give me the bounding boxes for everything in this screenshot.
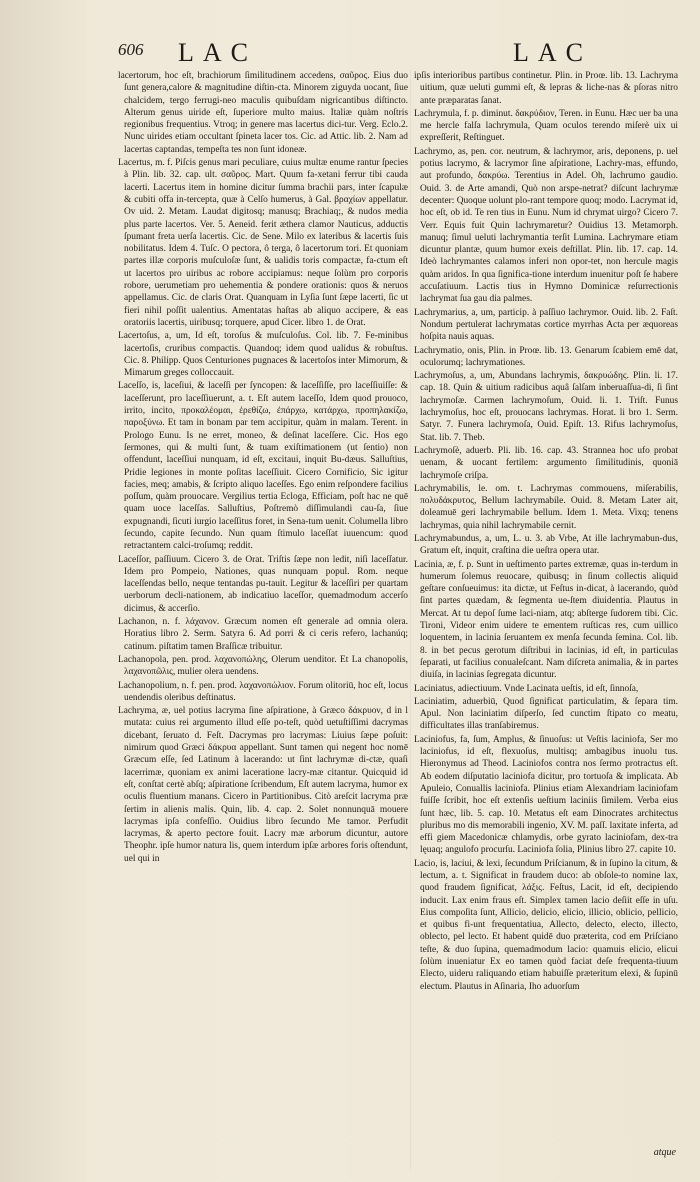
dictionary-entry: Lacertus, m. f. Piſcis genus mari peculiare, cuius multæ enume rantur ſpecies à Plin. lib. 32. cap. ult. σαῦρος. Mart. Quum fa-xetani ferrur tibi cauda lacerti. Lacertus item in homine dicitur ſumma brachii pars, inter ſcapulæ & cubiti offa in-tercepta, quæ à Celſo humerus, à Gal. βραχίων appellatur. Ov uid. 2. Metam. Laudat digitosq; manusq; Brachiaq;, & nudos media plus parte lacertos. Ver. 5. Aeneid. ferit æthera clamor Nauticus, adductis ſpumant freta uerſa lacertis. Cic. de Sene. Milo ex lateribus & lacertis ſuis nobilitatus. Idem 4. Tuſc. O pectora, ô terga, ô lacertorum tori. Et quoniam partes illæ corporis muſculoſæ ſunt, & ualidis toris compactæ, fa-ctum eſt ut lacertos pro uiribus ac robore accipiamus: neque ſolùm pro corporis robore, uerumetiam pro uehementia & pondere orationis: quos & neruos appellamus. Cic. de claris Orat. Quanquam in Lyſia ſunt ſæpe lacerti, ſic ut fieri nihil poſſit ualentius. Amentatas haſtas ab aliquo accipere, & eas oratoriis lacertis, uiribusq; torquere, apud Cicer. libro 1. de Orat. xyxy=(118,158,408,328)
dictionary-entry: Lacertoſus, a, um, Id eſt, toroſus & muſculoſus. Col. lib. 7. Fe-minibus lacertoſis, cruribus compactis. Quandoq; idem quod ualidus & robuſtus. Cic. 8. Philipp. Quos Centuriones pugnaces & lacertoſos inter Mimorum, & Mimarum greges colloccauit. xyxy=(118,331,408,379)
binding-shadow xyxy=(0,0,90,1182)
dictionary-entry: Lachrymabundus, a, um, L. u. 3. ab Vrbe, At ille lachrymabun-dus, Gratum eſt, inquit, craſtina die ueſtra opera utar. xyxy=(414,533,678,557)
left-column xyxy=(118,70,408,1170)
dictionary-entry: Lachrymo, as, pen. cor. neutrum, & lachrymor, aris, deponens, p. uel potius lacrymo, & lacrymor ſine aſpiratione, Lachry-mas, effundo, aut profundo, δακρύω. Terentius in Adel. Oh, lachrumo gaudio. Ouid. 3. de Arte amandi, Quò non arspe-netrat? diſcunt lachrymæ decenter: Quoque uolunt plo-rant tempore quoq; modo. Lacrymat id, hoc eſt, ob id. Te ren tius in Eunu. Num id chrymat uirgo? Cicero 7. Verr. Equis fuit Quin lachrymaretur? Ouidius 13. Metamorph. manuq; ſimul ueluti lachrymantia terſit Lumina. Lachrymare etiam dicuntur plantæ, quum humor exeis deſtillat. Plin. lib. 17. cap. 14. Ideò lachrymantes calamos inferi non opor-tet, non hercule magis quàm aridos. In qua ſignifica-tione interdum inuenitur poſt ſe habere accuſatiuum. Lactis tius in Hymno Dominicæ reſurrectionis lachrymat ſua gau dia palmes. xyxy=(414,146,678,305)
dictionary-entry: Laceſſor, paſſiuum. Cicero 3. de Orat. Triſtis ſæpe non ledit, niſi laceſſatur. Idem pro Pompeio, Nationes, quas nunquam popul. Rom. neque laceſſendas bello, neque tentandas pu-tauit. Legitur & laceſſiri per quartam uerborum decli-nationem, ab indicatiuo laceſſor, quemadmodum accerſo dicimus, & accerſio. xyxy=(118,554,408,614)
right-column xyxy=(414,70,678,1170)
dictionary-entry: Lachanopolium, n. f. pen. prod. λαχανοπώλιον. Forum olitoriū, hoc eſt, locus uendendis oleribus deſtinatus. xyxy=(118,680,408,703)
dictionary-entry: Lachryma, æ, uel potius lacryma ſine aſpiratione, à Græco δάκρυον, d in l mutata: cuius rei argumento illud eſſe po-teſt, quòd uetuſtiſſimi dacrymas dicebant, ſeruato d. Feſt. Dacrymas pro lacrymas: Liuius ſæpe poſuit: nimirum quod Græci δάκρυα appellant. Sunt tamen qui negent hoc nomē Græcum eſſe, ſed Latinum à lacerando: ut ſint lachrymæ di-ctæ, quaſi lacerrimæ, quoniam ex animi laceratione lacry-mæ citantur. Quicquid id eſt, conſtat certè abſq; aſpiratione ſcribendum, Eſt autem lacryma, humor ex oculis fluentium manans. Cicero in Partitionibus. Citò areſcit lacryma præ ſertim in alienis malis. Quin, lib. 4. cap. 2. Solet nonnunquā mouere lacrymas ipſa confeſſio. Ouidius libro ſecundo Me tamor. Perfudit lacrymas, & aperto pectore fouit. Lacry mæ arborum dicuntur, autore Theophr. ipſe humor natura lis, quem interdum ipſæ arbores foris oſtendunt, uel qui in xyxy=(118,706,408,864)
dictionary-entry: ipſis interioribus partibus continetur. Plin. in Proœ. lib. 13. Lachryma uitium, quæ ueluti gummi eſt, & lepras & liche-nas & pſoras nitro ante præparatas ſanat. xyxy=(414,71,678,106)
dictionary-entry: Laciniatim, aduerbiū, Quod ſignificat particulatim, & ſepara tim. Apul. Non laciniatim diſperſo, ſed cunctim ſtipato co meatu, difficultates illas tranſabiremus. xyxy=(414,696,678,732)
dictionary-entry: Lacinia, æ, f. p. Sunt in ueſtimento partes extremæ, quas in-terdum in humerum ſolemus reuocare, quibusq; in ſinum collectis aliquid geſtare conſueuimus: ita dictæ, ut Feſtus in-dicat, à lacerando, quòd ſint partes quædam, & ſegmenta ue-ſtem diuidentia. Plautus in Mercat. At tu depoſ ſume laci-niam, atq; abſterge ſudorem tibi. Cic. Tironi, Videor enim uidere te ementem ruſticas res, cum uillico loquentem, in lacinia ſeruantem ex menſa ſecunda ſemina. Col. lib. 8. in bet pecus gerotum diſtribui in lacinias, id eſt, in particulas ſeparati, ut facilius conualeſcant. Nam diſcreta animalia, & in partes diuiſa, in lacinias ſegregata dicuntur. xyxy=(414,559,678,681)
dictionary-entry: Lachanopola, pen. prod. λαχανοπώλης, Olerum uenditor. Et La chanopolis, λαχανοπῶλις, mulier olera uendens. xyxy=(118,654,408,678)
dictionary-entry: Lachrymoſè, aduerb. Pli. lib. 16. cap. 43. Strannea hoc ufo probat uenam, & uocant fertilem: argumento ſimilitudinis, quoniā lachrymoſe criſpa. xyxy=(414,445,678,481)
dictionary-entry: Laceſſo, is, laceſiui, & laceſſi per ſyncopen: & laceſſiſſe, pro laceſſiuiſſe: & laceſſerunt, pro laceſſiuerunt, a. t. Eſt autem laceſſo, Idem quod prouoco, irrito, incito, προκαλέομαι, ἐρεθίζω, ἐπάρχω, κατάρχω, προπηλακίζω, παροξύνω. Et tam in bonam par tem accipitur, quàm in malam. Terent. in Prologo Eunu. Is ne erret, moneo, & deſinat laceſſere. Cic. Hos ego ſermones, qui & multi ſunt, & tuam exiſtimationem (ut ſentio) non offendunt, laceſſiui nunquam, id eſt, excitaui, inquit Bu-dæus. Salluſtius, Pridie legiones in monte poſitas laceſſiuit. Cicero Cornificio, Sic igitur facies, meq; amabis, & ſcripto aliquo laceſſes. Ego enim reſpondere facilius poſſum, quàm prouocare. Vergilius tertia Ecloga, Efficiam, poſt hac ne quē quam uoce laceſſas. Salluſtius, Poſtremò diſſimulandi cau-ſa, ſiue expugnandi, ſicuti iurgio laceſſitus foret, in Sena-tum uenit. Columella libro ſecundo, capite ſecundo. Nun quam ſtimulo laceſſat iuuencum: quod retractantem calci-troſumq; reddit. xyxy=(118,381,408,552)
dictionary-entry: Lacio, is, laciui, & lexi, ſecundum Priſcianum, & in ſupino la citum, & lectum, a. t. Significat in fraudem duco: ab obſole-to nomine lax, quod fraudem ſignificat, λάξις. Feſtus, Lacit, id eſt, decipiendo inducit. Lax enim fraus eſt. Simplex tamen lacio deſiit eſſe in uſu. Eius compoſita ſunt, Allicio, delicio, elicio, illicio, oblicio, pellicio, et quibus fi-unt frequentatiua, Allecto, delecto, electo, illecto, oblecto, pel lecto. Et habent quidē duo præterita, cod em Priſciano teſte, & duo ſupina, quemadmodum lacio: quamuis elicio, elicui ſolùm inueniatur Ex eo tamen quòd faciat deſe frequenta-tiuum Electo, uideru raliquando etiam habuiſſe præteritum elexi, & ſupinū electum. Plautus in Aſinaria, Iho aduorſum xyxy=(414,858,678,992)
dictionary-entry: Lachrymula, f. p. diminut. δακρύδιον, Teren. in Eunu. Hæc uer ba una me hercle falſa lachrymula, Quam oculos terendo miſerè uix ui expreſſerit, Reſtinguet. xyxy=(414,108,678,144)
running-head-left: LAC xyxy=(178,38,257,67)
dictionary-entry: lacertorum, hoc eſt, brachiorum ſimilitudinem accedens, σαῦρος. Eius duo ſunt genera,calore & magnitudine diſtin-cta. Minorem ziguyda uocant, ſiue chalcidem, tergo ferrugi-neo maculis quibuſdam nigricantibus diſtincto. Alterum genus uiride eſt, ſuperiore multo maius. Italiæ quàm noſtris regionibus frequentius. Vtroq; in genere mas lacertus dici-tur. Verg. Eclo.2. Nunc uirides etiam occultant ſpineta lacer tos. Cic. ad Attic. lib. 2. Nam ad lacertas captandas, tempeſta tes non ſunt idoneæ. xyxy=(118,71,408,155)
page-number: 606 xyxy=(118,40,144,59)
dictionary-entry: Lachrymatio, onis, Plin. in Proœ. lib. 13. Genarum ſcabiem emē dat, oculorumq; lachrymationes. xyxy=(414,345,678,368)
dictionary-entry: Lachrymarius, a, um, particip. à paſſiuo lachrymor. Ouid. lib. 2. Faſt. Nondum pertulerat lachrymatas cortice myrrhas Acta per æquoreas hoſpita nauis aquas. xyxy=(414,307,678,343)
dictionary-entry: Lachrymoſus, a, um, Abundans lachrymis, δακρυώδης. Plin. li. 17. cap. 18. Quin & uitium radicibus aquâ ſalſam inberuaſſua-di, ſi ſint lachrymoſæ. Carmen lachrymoſum, Ouid. li. 1. Triſt. Funus lachrymoſus, hoc eſt, prouocans lachrymas. Horat. li bro 1. Serm. Satyr. 7. Funera lachrymoſa, Ouid. Epiſt. 13. Rifus lachrymoſus, Stat. lib. 7. Theb. xyxy=(414,371,678,443)
dictionary-entry: Lachanon, n. f. λάχανον. Græcum nomen eſt generale ad omnia olera. Horatius libro 2. Serm. Satyra 6. Ad porri & ci ceris refero, lachanúq; catinum. piſtatim tamen Braſſicæ tribuitur. xyxy=(118,617,408,652)
catchword: atque xyxy=(653,1147,676,1158)
dictionary-entry: Lachrymabilis, le. om. t. Lachrymas commouens, miſerabilis, πολυδάκρυτος, Bellum lachrymabile. Ouid. 8. Metam Later ait, doleamuē geri lachrymabile bellum. Idem 1. Meta. Vixq; tenens lachrymas, quia nihil lachrymabile cernit. xyxy=(414,483,678,531)
column-gutter xyxy=(410,70,411,1170)
page-header xyxy=(118,38,678,74)
running-head-right: LAC xyxy=(513,38,592,67)
dictionary-entry: Laciniofus, fa, ſum, Amplus, & ſinuoſus: ut Veſtis laciniofa, Ser mo laciniofus, id eſt, flexuoſus, multisq; ambagibus inuolu tus. Hieronymus ad Theod. Laciniofos contra nos ſermo protractus eſt. Ab eodem diſputatio laciniofa dicitur, pro tortuoſa & implicata. Ab Apuleio, Conuallis laciniofa. Plinius etiam Alexandriam laciniofam fuiſſe ſcribit, hoc eſt extenſis ueſtium laciniis ſimilem. Verba eius ſunt hæc, lib. 5. cap. 10. Metatus eſt eam Dinocrates architectus pluribus mo dis memorabili ingenio, XV. M. paſſ. laxitate inferta, ad effi giem Macedonicæ chlamydis, orbe gyrato laciniofam, dex-tra lęuaq; angulofo procurſu. Laciniofa ſolia, Plinius libro 27. capite 10. xyxy=(414,734,678,856)
dictionary-entry: Laciniatus, adiectiuum. Vnde Lacinata ueſtis, id eſt, ſinnoſa, xyxy=(414,683,639,694)
